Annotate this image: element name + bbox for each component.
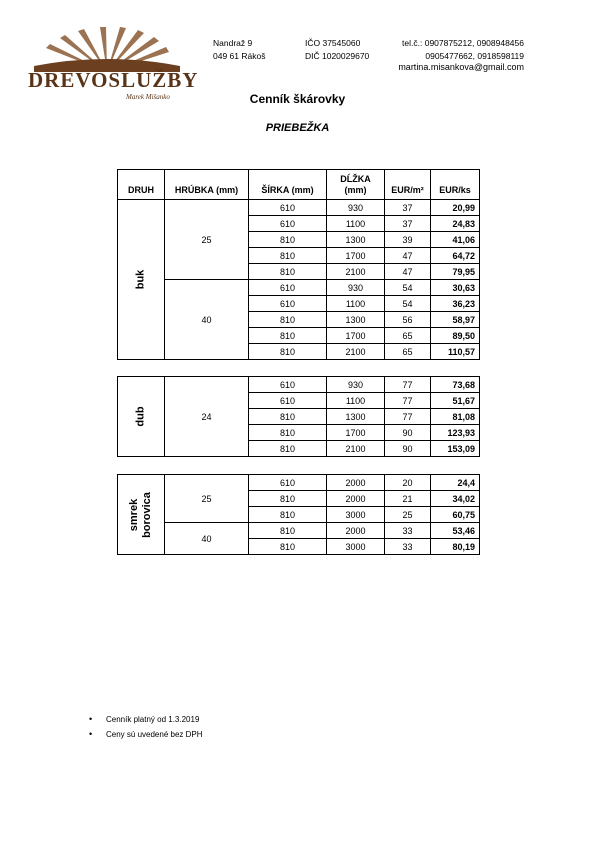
col-header-druh: DRUH	[118, 170, 165, 200]
eur-m2-cell: 33	[385, 523, 431, 539]
hrubka-cell: 25	[165, 200, 249, 280]
ico-text: IČO 37545060	[305, 38, 361, 48]
dlzka-cell: 2000	[327, 491, 385, 507]
dlzka-cell: 2100	[327, 264, 385, 280]
dlzka-cell: 1100	[327, 393, 385, 409]
eur-m2-cell: 90	[385, 425, 431, 441]
eur-m2-cell: 37	[385, 200, 431, 216]
dlzka-cell: 930	[327, 200, 385, 216]
sirka-cell: 610	[249, 475, 327, 491]
eur-m2-cell: 33	[385, 539, 431, 555]
sirka-cell: 610	[249, 377, 327, 393]
col-header-sirka: ŠÍRKA (mm)	[249, 170, 327, 200]
druh-label: buk	[134, 269, 147, 290]
sirka-cell: 810	[249, 232, 327, 248]
sirka-cell: 810	[249, 441, 327, 457]
sirka-cell: 810	[249, 539, 327, 555]
col-header-dlzka-text: DĹŽKA (mm)	[340, 173, 371, 195]
eur-m2-cell: 90	[385, 441, 431, 457]
sirka-cell: 610	[249, 200, 327, 216]
phone-line: 0905477662, 0918598119	[425, 51, 524, 61]
sirka-cell: 610	[249, 393, 327, 409]
eur-ks-cell: 36,23	[431, 296, 480, 312]
dlzka-cell: 2100	[327, 441, 385, 457]
eur-m2-cell: 25	[385, 507, 431, 523]
eur-ks-cell: 110,57	[431, 344, 480, 360]
dlzka-cell: 2000	[327, 523, 385, 539]
address-line: Nandraž 9	[213, 38, 253, 48]
dlzka-cell: 1100	[327, 216, 385, 232]
table-row	[118, 280, 480, 296]
dlzka-cell: 1300	[327, 409, 385, 425]
eur-ks-cell: 80,19	[431, 539, 480, 555]
dlzka-cell: 1700	[327, 425, 385, 441]
hrubka-cell: 25	[165, 475, 249, 523]
eur-ks-cell: 60,75	[431, 507, 480, 523]
eur-m2-cell: 54	[385, 280, 431, 296]
address-line: 049 61 Rákoš	[213, 51, 266, 61]
notes-list	[89, 712, 203, 742]
logo-owner-name: Marek Mišanko	[126, 93, 170, 101]
eur-ks-cell: 24,4	[431, 475, 480, 491]
dlzka-cell: 930	[327, 280, 385, 296]
dlzka-cell: 2000	[327, 475, 385, 491]
hrubka-cell: 40	[165, 280, 249, 360]
col-header-dlzka	[327, 170, 385, 200]
page-title: Cenník škárovky	[249, 92, 346, 106]
eur-ks-cell: 30,63	[431, 280, 480, 296]
dlzka-cell: 1100	[327, 296, 385, 312]
eur-ks-cell: 73,68	[431, 377, 480, 393]
eur-ks-cell: 20,99	[431, 200, 480, 216]
price-table-dub	[117, 376, 480, 457]
druh-label-line: borovica	[140, 491, 153, 538]
sirka-cell: 810	[249, 328, 327, 344]
col-header-eur-m2: EUR/m²	[385, 170, 431, 200]
eur-m2-cell: 77	[385, 393, 431, 409]
sirka-cell: 810	[249, 248, 327, 264]
phone-line: tel.č.: 0907875212, 0908948456	[402, 38, 524, 48]
eur-m2-cell: 54	[385, 296, 431, 312]
list-item: • Cenník platný od 1.3.2019	[89, 712, 203, 727]
company-phones	[402, 37, 524, 63]
sirka-cell: 810	[249, 409, 327, 425]
sirka-cell: 810	[249, 344, 327, 360]
eur-m2-cell: 65	[385, 344, 431, 360]
price-table-smrek-borovica	[117, 474, 480, 555]
hrubka-cell: 24	[165, 377, 249, 457]
dlzka-cell: 1700	[327, 328, 385, 344]
logo-wordmark: DREVOSLUŽBY	[28, 68, 199, 92]
druh-label	[128, 492, 154, 538]
page-subtitle: PRIEBEŽKA	[265, 122, 330, 134]
eur-m2-cell: 65	[385, 328, 431, 344]
dlzka-cell: 3000	[327, 539, 385, 555]
druh-cell	[118, 475, 165, 555]
eur-ks-cell: 81,08	[431, 409, 480, 425]
druh-cell	[118, 200, 165, 360]
dic-text: DIČ 1020029670	[305, 51, 370, 61]
eur-ks-cell: 24,83	[431, 216, 480, 232]
eur-ks-cell: 51,67	[431, 393, 480, 409]
sirka-cell: 810	[249, 425, 327, 441]
sirka-cell: 810	[249, 507, 327, 523]
sirka-cell: 810	[249, 523, 327, 539]
table-row	[118, 523, 480, 539]
company-ids	[305, 37, 369, 63]
table-row	[118, 475, 480, 491]
druh-label: dub	[134, 406, 147, 427]
druh-cell	[118, 377, 165, 457]
dlzka-cell: 1300	[327, 232, 385, 248]
table-header-row	[118, 170, 480, 200]
eur-ks-cell: 34,02	[431, 491, 480, 507]
eur-ks-cell: 123,93	[431, 425, 480, 441]
eur-ks-cell: 58,97	[431, 312, 480, 328]
sirka-cell: 610	[249, 216, 327, 232]
eur-ks-cell: 64,72	[431, 248, 480, 264]
sirka-cell: 810	[249, 491, 327, 507]
hrubka-cell: 40	[165, 523, 249, 555]
price-table-buk	[117, 169, 480, 360]
druh-label-line: smrek	[127, 498, 140, 531]
eur-m2-cell: 39	[385, 232, 431, 248]
table-row	[118, 377, 480, 393]
col-header-eur-ks: EUR/ks	[431, 170, 480, 200]
dlzka-cell: 1300	[327, 312, 385, 328]
eur-m2-cell: 20	[385, 475, 431, 491]
eur-ks-cell: 89,50	[431, 328, 480, 344]
dlzka-cell: 930	[327, 377, 385, 393]
company-address	[213, 37, 265, 63]
col-header-hrubka: HRÚBKA (mm)	[165, 170, 249, 200]
sirka-cell: 810	[249, 264, 327, 280]
eur-m2-cell: 47	[385, 248, 431, 264]
sirka-cell: 810	[249, 312, 327, 328]
table-row	[118, 200, 480, 216]
eur-m2-cell: 21	[385, 491, 431, 507]
eur-m2-cell: 56	[385, 312, 431, 328]
eur-m2-cell: 77	[385, 377, 431, 393]
dlzka-cell: 1700	[327, 248, 385, 264]
list-item: • Ceny sú uvedené bez DPH	[89, 727, 203, 742]
eur-ks-cell: 53,46	[431, 523, 480, 539]
sirka-cell: 610	[249, 280, 327, 296]
dlzka-cell: 2100	[327, 344, 385, 360]
dlzka-cell: 3000	[327, 507, 385, 523]
eur-m2-cell: 37	[385, 216, 431, 232]
eur-m2-cell: 47	[385, 264, 431, 280]
eur-ks-cell: 41,06	[431, 232, 480, 248]
company-email[interactable]: martina.misankova@gmail.com	[398, 62, 524, 72]
eur-ks-cell: 153,09	[431, 441, 480, 457]
sirka-cell: 610	[249, 296, 327, 312]
eur-m2-cell: 77	[385, 409, 431, 425]
eur-ks-cell: 79,95	[431, 264, 480, 280]
